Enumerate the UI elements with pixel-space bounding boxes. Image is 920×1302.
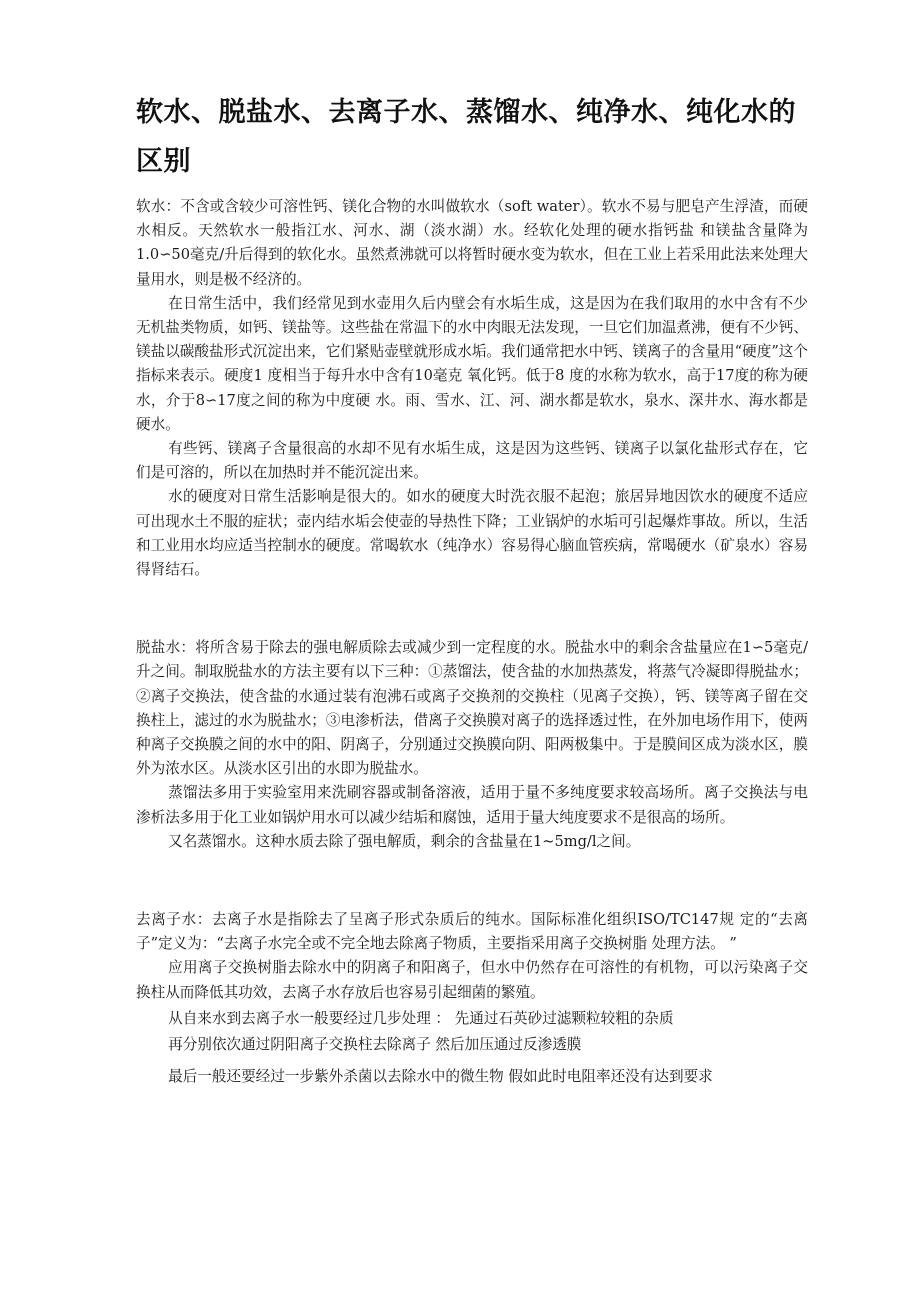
desalted-water-definition: 脱盐水：将所含易于除去的强电解质除去或减少到一定程度的水。脱盐水中的剩余含盐量应在1∽5毫克/升之间。制取脱盐水的方法主要有以下三种：①蒸馏法，使含盐的水加热蒸发，将蒸气冷凝即得脱盐水；②离子交换法，使含盐的水通过装有泡沸石或离子交换剂的交换柱（见离子交换），钙、镁等离子留在交换柱上，滤过的水为脱盐水；③电渗析法，借离子交换膜对离子的选择透过性，在外加电场作用下，使两种离子交换膜之间的水中的阳、阴离子，分别通过交换膜向阴、阳两极集中。于是膜间区成为淡水区，膜外为浓水区。从淡水区引出的水即为脱盐水。 [136, 639, 808, 778]
desalted-water-alias: 又名蒸馏水。这种水质去除了强电解质，剩余的含盐量在1~5mg/l之间。 [168, 832, 641, 850]
soft-water-effects: 水的硬度对日常生活影响是很大的。如水的硬度大时洗衣服不起泡；旅居异地因饮水的硬度不适应可出现水土不服的症状；壶内结水垢会使壶的导热性下降；工业锅炉的水垢可引起爆炸事故。所以，生活和工业用水均应适当控制水的硬度。常喝软水（纯净水）容易得心脑血管疾病，常喝硬水（矿泉水）容易得肾结石。 [136, 488, 808, 579]
document-title: 软水、脱盐水、去离子水、蒸馏水、纯净水、纯化水的区别 [136, 97, 796, 177]
soft-water-hardness: 在日常生活中，我们经常见到水壶用久后内壁会有水垢生成，这是因为在我们取用的水中含有不少无机盐类物质，如钙、镁盐等。这些盐在常温下的水中肉眼无法发现，一旦它们加温煮沸，便有不少钙、镁盐以碳酸盐形式沉淀出来，它们紧贴壶壁就形成水垢。我们通常把水中钙、镁离子的含量用“硬度”这个指标来表示。硬度1 度相当于每升水中含有10毫克 氧化钙。低于8 度的水称为软水，高于17度的称为硬水，介于8∽17度之间的称为中度硬 水。雨、雪水、江、河、湖水都是软水，泉水、深井水、海水都是硬水。 [136, 294, 808, 433]
soft-water-chloride: 有些钙、镁离子含量很高的水却不见有水垢生成，这是因为这些钙、镁离子以氯化盐形式存在，它们是可溶的，所以在加热时并不能沉淀出来。 [136, 440, 808, 482]
deionized-water-step-2: 再分别依次通过阴阳离子交换柱去除离子 然后加压通过反渗透膜 [168, 1036, 582, 1054]
document-body [136, 195, 808, 1090]
section-desalted-water [136, 636, 808, 854]
deionized-water-step-3: 最后一般还要经过一步紫外杀菌以去除水中的微生物 假如此时电阻率还没有达到要求 [168, 1068, 713, 1086]
deionized-water-resin: 应用离子交换树脂去除水中的阴离子和阳离子，但水中仍然存在可溶性的有机物，可以污染离子交换柱从而降低其功效，去离子水存放后也容易引起细菌的繁殖。 [136, 959, 808, 1001]
deionized-water-definition: 去离子水：去离子水是指除去了呈离子形式杂质后的纯水。国际标准化组织ISO/TC147规 定的“去离子”定义为：“去离子水完全或不完全地去除离子物质，主要指采用离子交换树脂 处理方法。 ” [136, 911, 808, 953]
desalted-water-usage: 蒸馏法多用于实验室用来洗刷容器或制备溶液，适用于量不多纯度要求较高场所。离子交换法与电渗析法多用于化工业如锅炉用水可以减少结垢和腐蚀，适用于量大纯度要求不是很高的场所。 [136, 784, 808, 826]
section-deionized-water [136, 908, 808, 1089]
deionized-water-step-1: 从自来水到去离子水一般要经过几步处理 ： 先通过石英砂过滤颗粒较粗的杂质 [168, 1009, 674, 1027]
soft-water-definition: 软水：不含或含较少可溶性钙、镁化合物的水叫做软水（soft water）。软水不易与肥皂产生浮渣，而硬水相反。天然软水一般指江水、河水、湖（淡水湖）水。经软化处理的硬水指钙盐 和镁盐含量降为1.0∽50毫克/升后得到的软化水。虽然煮沸就可以将暂时硬水变为软水，但在工业上若采用此法来处理大量用水，则是极不经济的。 [136, 198, 808, 288]
section-soft-water [136, 195, 808, 582]
